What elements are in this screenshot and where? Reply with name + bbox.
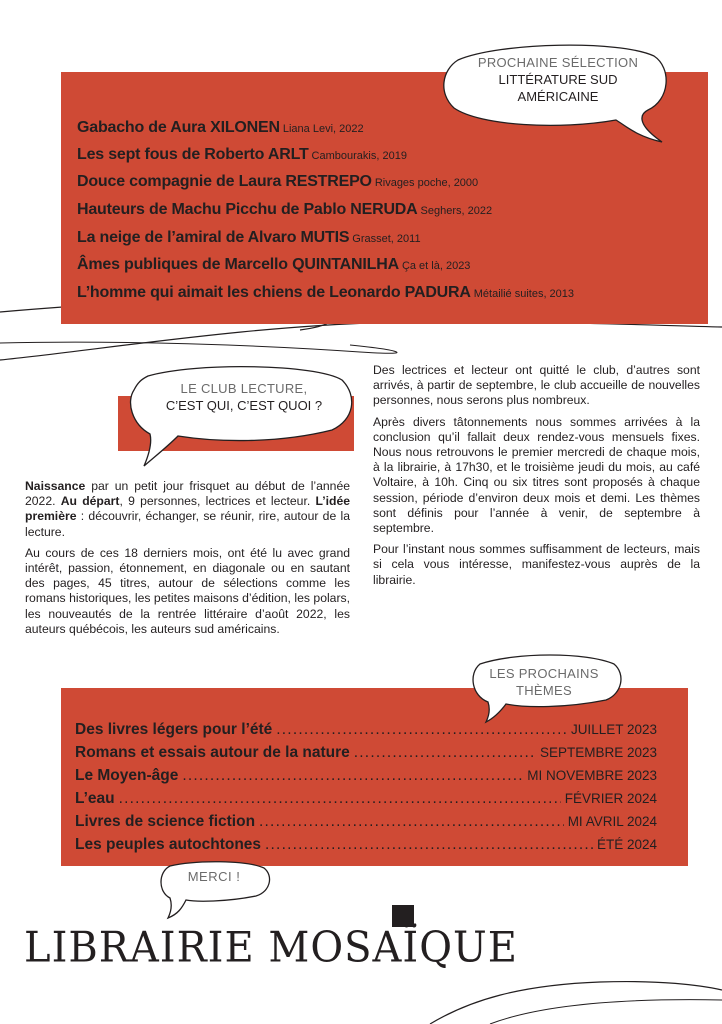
- book-publisher: Métailié suites, 2013: [473, 288, 575, 300]
- book-item: [77, 284, 574, 302]
- merci-text: MERCI !: [187, 869, 241, 884]
- theme-name: Les peuples autochtones: [75, 836, 262, 853]
- club-bold: Au départ: [60, 494, 120, 509]
- club-text: : découvrir, échanger, se réunir, rire, autour de la lecture.: [25, 509, 350, 539]
- club-paragraph: Des lectrices et lecteur ont quitté le club, d’autres sont arrivés, à partir de septembre, le club accueille de nouvelles personnes, nous serons plus nombreux.: [373, 363, 700, 408]
- selection-title-line2: AMÉRICAINE: [517, 89, 599, 104]
- theme-name: Des livres légers pour l’été: [75, 721, 273, 738]
- theme-row: [75, 767, 657, 785]
- theme-date: MI AVRIL 2024: [567, 814, 657, 829]
- theme-row: [75, 721, 657, 739]
- book-title: Gabacho de Aura XILONEN: [77, 119, 280, 136]
- club-paragraph: Après divers tâtonnements nous sommes arrivées à la conclusion qu’il fallait deux rendez-vous mensuels fixes. Nous nous retrouvons le premier mercredi de chaque mois, à la librairie, à 17h30, et le troisième jeudi du mois, au café Voltaire, à 10h. Cinq ou six titres sont proposés à chaque session, période d’environ deux mois et demi. Les thèmes sont définis pour l’année à venir, de septembre à septembre.: [373, 414, 700, 536]
- themes-bubble-line1: LES PROCHAINS: [489, 666, 599, 681]
- themes-bubble-line2: THÈMES: [516, 683, 572, 698]
- book-title: Hauteurs de Machu Picchu de Pablo NERUDA: [77, 201, 418, 218]
- theme-dots: [119, 790, 561, 808]
- librairie-logo: LIBRAIRIE MOSAÏQUE: [24, 923, 518, 973]
- theme-date: SEPTEMBRE 2023: [539, 745, 657, 760]
- theme-dots: [265, 836, 593, 854]
- speech-bubble-club: [126, 362, 358, 472]
- book-publisher: Cambourakis, 2019: [311, 150, 407, 162]
- theme-row: [75, 836, 657, 854]
- selection-bubble-text: [452, 54, 664, 105]
- club-text: , 9 personnes, lectrices et lecteur.: [119, 494, 316, 509]
- theme-row: [75, 744, 657, 762]
- theme-date: JUILLET 2023: [570, 722, 657, 737]
- club-bold: L’idée première: [25, 494, 351, 524]
- theme-dots: [354, 744, 536, 762]
- book-title: Âmes publiques de Marcello QUINTANILHA: [77, 256, 399, 273]
- club-paragraph: Au cours de ces 18 derniers mois, ont été lu avec grand intérêt, passion, étonnement, en diagonale ou en sautant des pages, 45 titres, autour de sélections comme les romans historiques, les petites maisons d’édition, les polars, les nouveautés de la rentrée littéraire d’août 2022, les auteurs québécois, les auteurs sud américains.: [25, 545, 350, 636]
- themes-bubble-text: [470, 665, 618, 699]
- book-item: [77, 256, 470, 274]
- book-title: Douce compagnie de Laura RESTREPO: [77, 173, 372, 190]
- book-item: [77, 201, 492, 219]
- book-publisher: Rivages poche, 2000: [374, 177, 479, 189]
- book-publisher: Seghers, 2022: [420, 205, 493, 217]
- theme-row: [75, 790, 657, 808]
- club-text: par un petit jour frisquet au début de l’année 2022.: [25, 479, 350, 509]
- book-publisher: Grasset, 2011: [352, 233, 421, 245]
- club-paragraph: [25, 479, 350, 540]
- club-paragraph: Pour l’instant nous sommes suffisamment de lecteurs, mais si cela vous intéresse, manifestez-vous auprès de la librairie.: [373, 542, 700, 587]
- book-item: [77, 229, 421, 247]
- theme-date: FÉVRIER 2024: [564, 791, 657, 806]
- book-title: Les sept fous de Roberto ARLT: [77, 146, 309, 163]
- selection-label: PROCHAINE SÉLECTION: [477, 55, 639, 70]
- theme-dots: [276, 721, 567, 739]
- selection-title-line1: LITTÉRATURE SUD: [498, 72, 618, 87]
- club-text-left: [25, 479, 350, 643]
- theme-date: ÉTÉ 2024: [596, 837, 657, 852]
- book-item: [77, 119, 364, 137]
- theme-row: [75, 813, 657, 831]
- book-item: [77, 146, 407, 164]
- club-bubble-line2: C’EST QUI, C’EST QUOI ?: [165, 398, 323, 413]
- book-title: L’homme qui aimait les chiens de Leonardo PADURA: [77, 284, 471, 301]
- club-text-right: [373, 363, 700, 594]
- theme-name: Le Moyen-âge: [75, 767, 179, 784]
- book-title: La neige de l’amiral de Alvaro MUTIS: [77, 229, 350, 246]
- theme-date: MI NOVEMBRE 2023: [527, 768, 657, 783]
- book-publisher: Liana Levi, 2022: [282, 123, 364, 135]
- club-bubble-text: [138, 380, 350, 414]
- theme-name: Romans et essais autour de la nature: [75, 744, 350, 761]
- theme-dots: [182, 767, 523, 785]
- theme-dots: [259, 813, 564, 831]
- theme-name: L’eau: [75, 790, 115, 807]
- club-bubble-line1: LE CLUB LECTURE,: [180, 381, 308, 396]
- book-publisher: Ça et là, 2023: [401, 260, 471, 272]
- theme-name: Livres de science fiction: [75, 813, 256, 830]
- club-bold: Naissance: [25, 479, 86, 493]
- book-item: [77, 173, 478, 191]
